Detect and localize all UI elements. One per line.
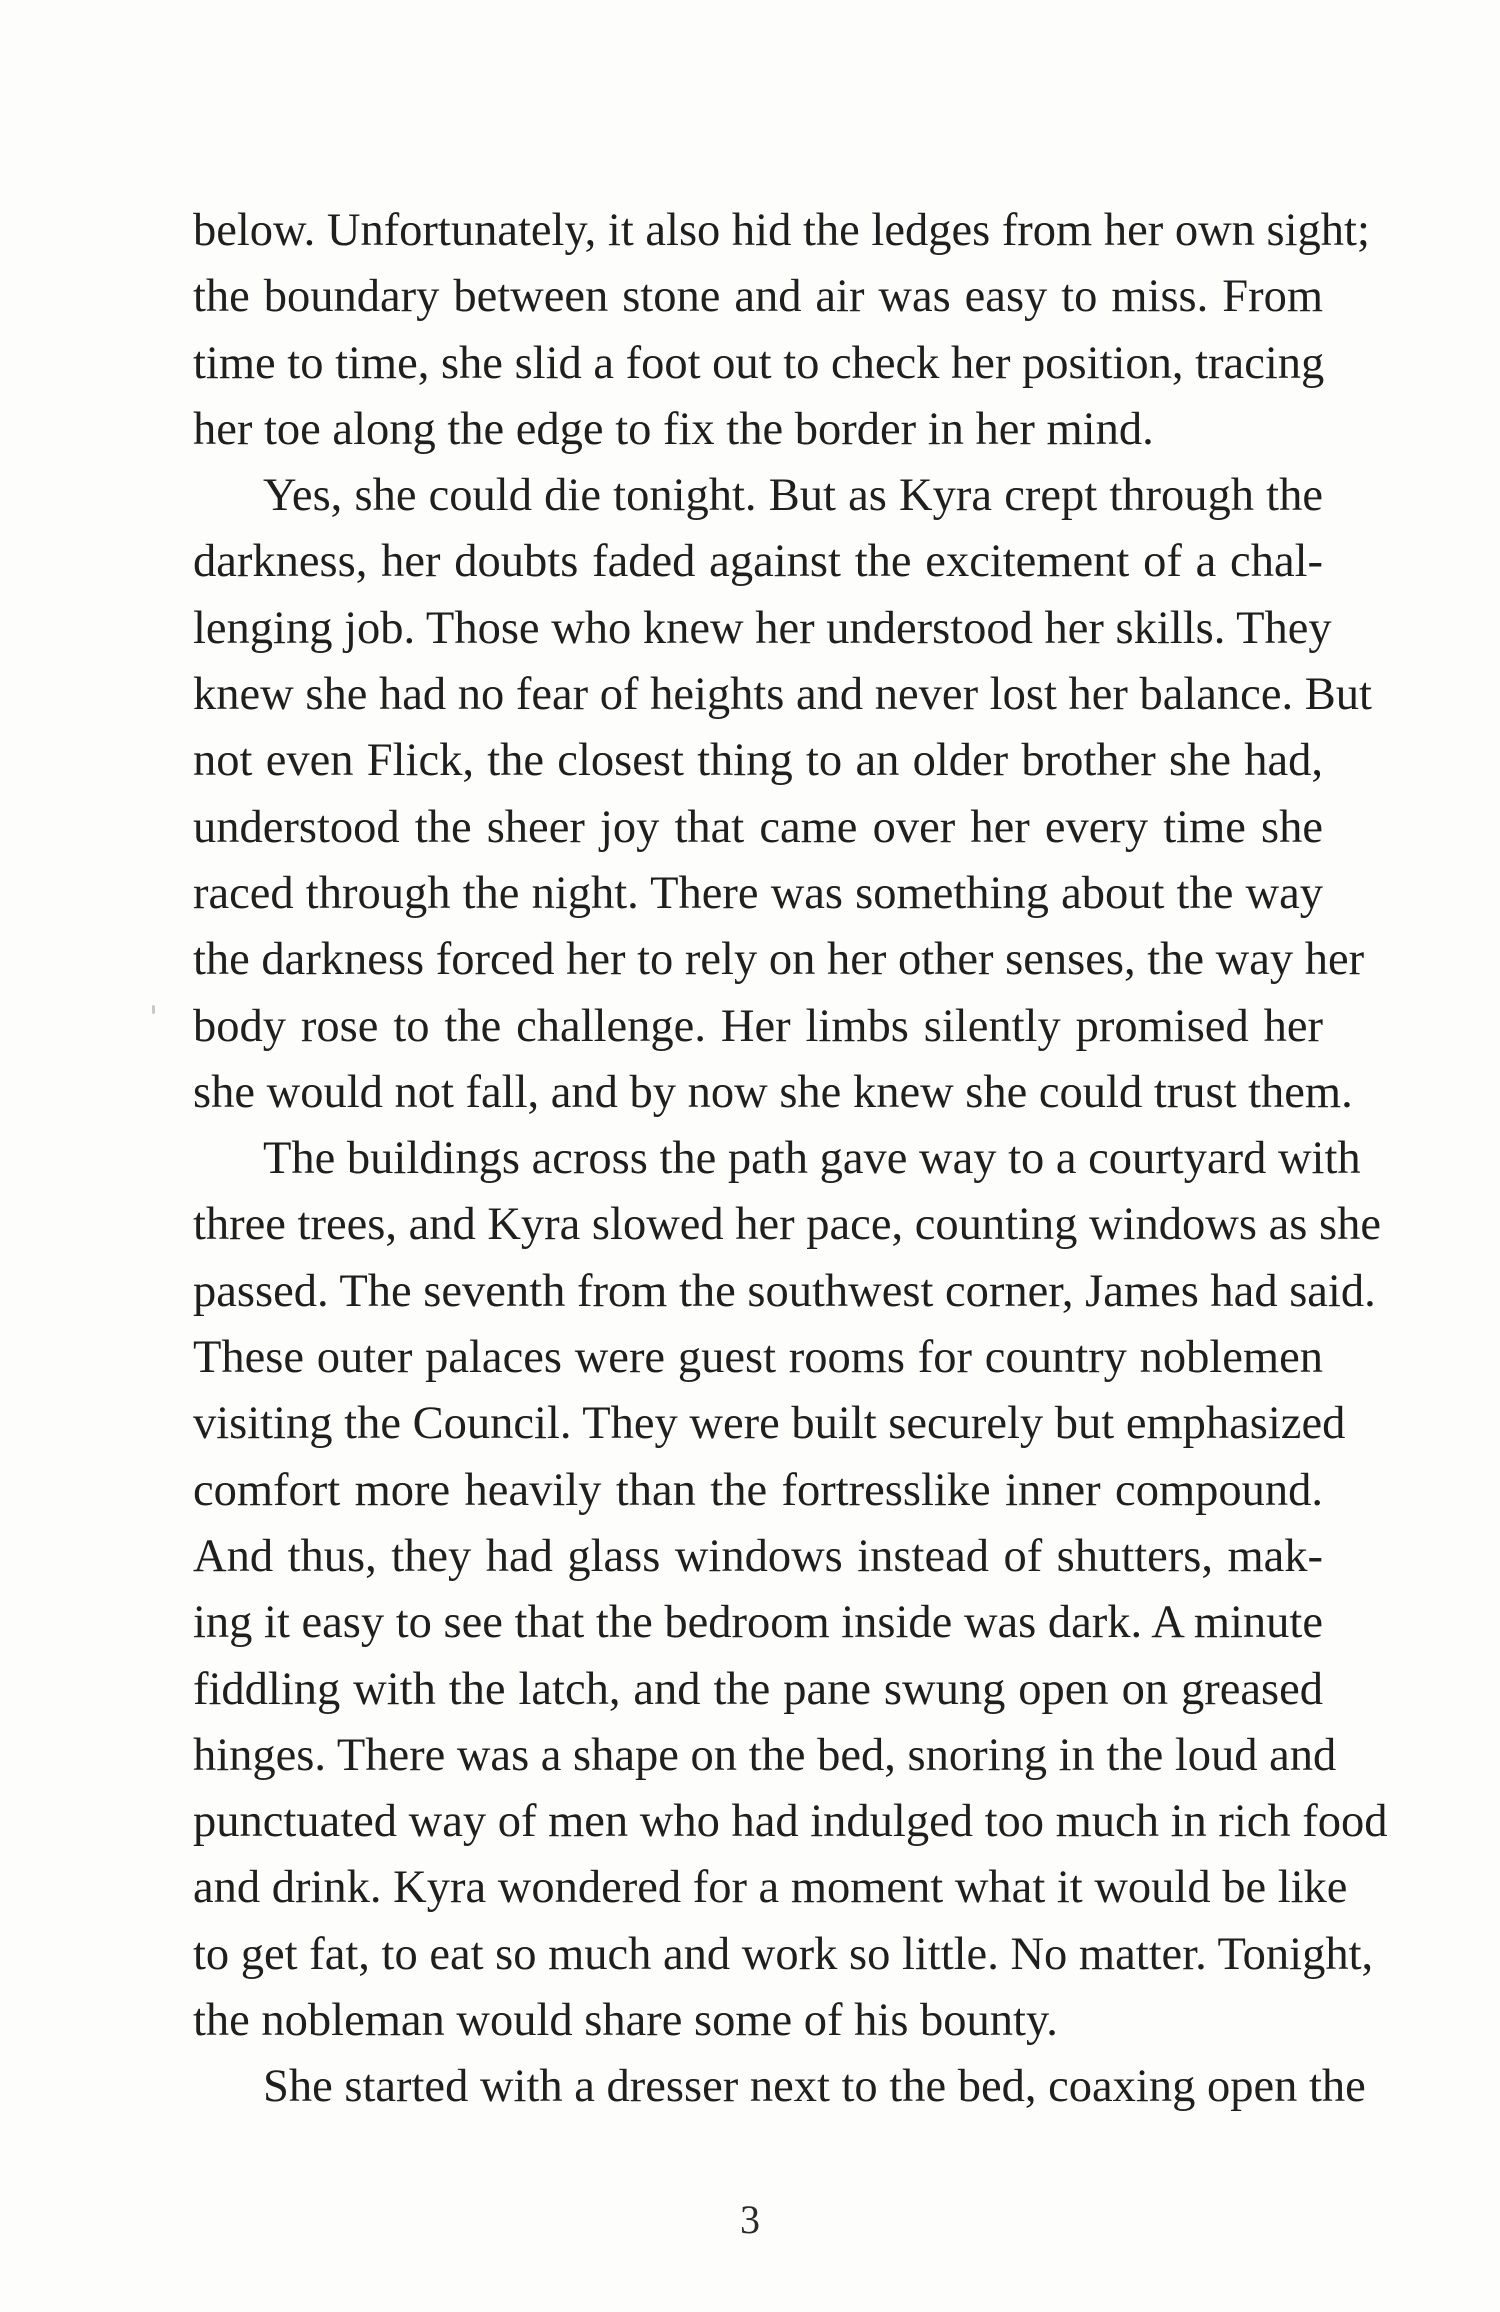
text-line: These outer palaces were guest rooms for country noblemen <box>193 1332 1323 1384</box>
text-line: passed. The seventh from the southwest corner, James had said. <box>193 1265 1376 1317</box>
text-line: not even Flick, the closest thing to an older brother she had, <box>193 735 1323 787</box>
text-line: below. Unfortunately, it also hid the ledges from her own sight; <box>193 205 1370 256</box>
text-line: fiddling with the latch, and the pane swung open on greased <box>193 1663 1323 1715</box>
text-line: body rose to the challenge. Her limbs silently promised her <box>193 1000 1323 1052</box>
text-line: ing it easy to see that the bedroom inside was dark. A minute <box>193 1597 1323 1649</box>
scan-speck <box>152 1005 155 1014</box>
text-line: to get fat, to eat so much and work so little. No matter. Tonight, <box>193 1928 1374 1980</box>
text-line: the boundary between stone and air was easy to miss. From <box>193 271 1323 323</box>
text-line: hinges. There was a shape on the bed, snoring in the loud and <box>193 1729 1337 1781</box>
text-line: The buildings across the path gave way to a courtyard with <box>263 1133 1361 1185</box>
text-line: three trees, and Kyra slowed her pace, counting windows as she <box>193 1199 1381 1251</box>
text-line: visiting the Council. They were built securely but emphasized <box>193 1398 1346 1450</box>
text-line: Yes, she could die tonight. But as Kyra crept through the <box>263 470 1323 522</box>
text-line: comfort more heavily than the fortresslike inner compound. <box>193 1464 1323 1516</box>
text-line: She started with a dresser next to the bed, coaxing open the <box>263 2061 1366 2113</box>
text-line: time to time, she slid a foot out to check her position, tracing <box>193 337 1325 389</box>
paragraph-4 <box>193 2054 1366 2120</box>
page-number: 3 <box>740 2197 760 2242</box>
text-line: darkness, her doubts faded against the excitement of a chal- <box>193 536 1323 588</box>
text-line: lenging job. Those who knew her understood her skills. They <box>193 602 1332 654</box>
text-line: and drink. Kyra wondered for a moment what it would be like <box>193 1862 1348 1914</box>
text-line: she would not fall, and by now she knew she could trust them. <box>193 1066 1353 1118</box>
text-line: understood the sheer joy that came over her every time she <box>193 801 1323 853</box>
body-text <box>193 198 1388 2121</box>
text-line: her toe along the edge to fix the border in her mind. <box>193 403 1154 455</box>
text-line: the darkness forced her to rely on her other senses, the way her <box>193 934 1365 986</box>
paragraph-1 <box>193 198 1370 463</box>
text-line: raced through the night. There was something about the way <box>193 867 1323 919</box>
text-line: the nobleman would share some of his bounty. <box>193 1995 1058 2047</box>
text-line: punctuated way of men who had indulged too much in rich food <box>193 1796 1388 1848</box>
paragraph-3 <box>193 1126 1388 2054</box>
text-line: And thus, they had glass windows instead of shutters, mak- <box>193 1530 1323 1582</box>
text-line: knew she had no fear of heights and never lost her balance. But <box>193 669 1372 721</box>
paragraph-2 <box>193 463 1372 1126</box>
